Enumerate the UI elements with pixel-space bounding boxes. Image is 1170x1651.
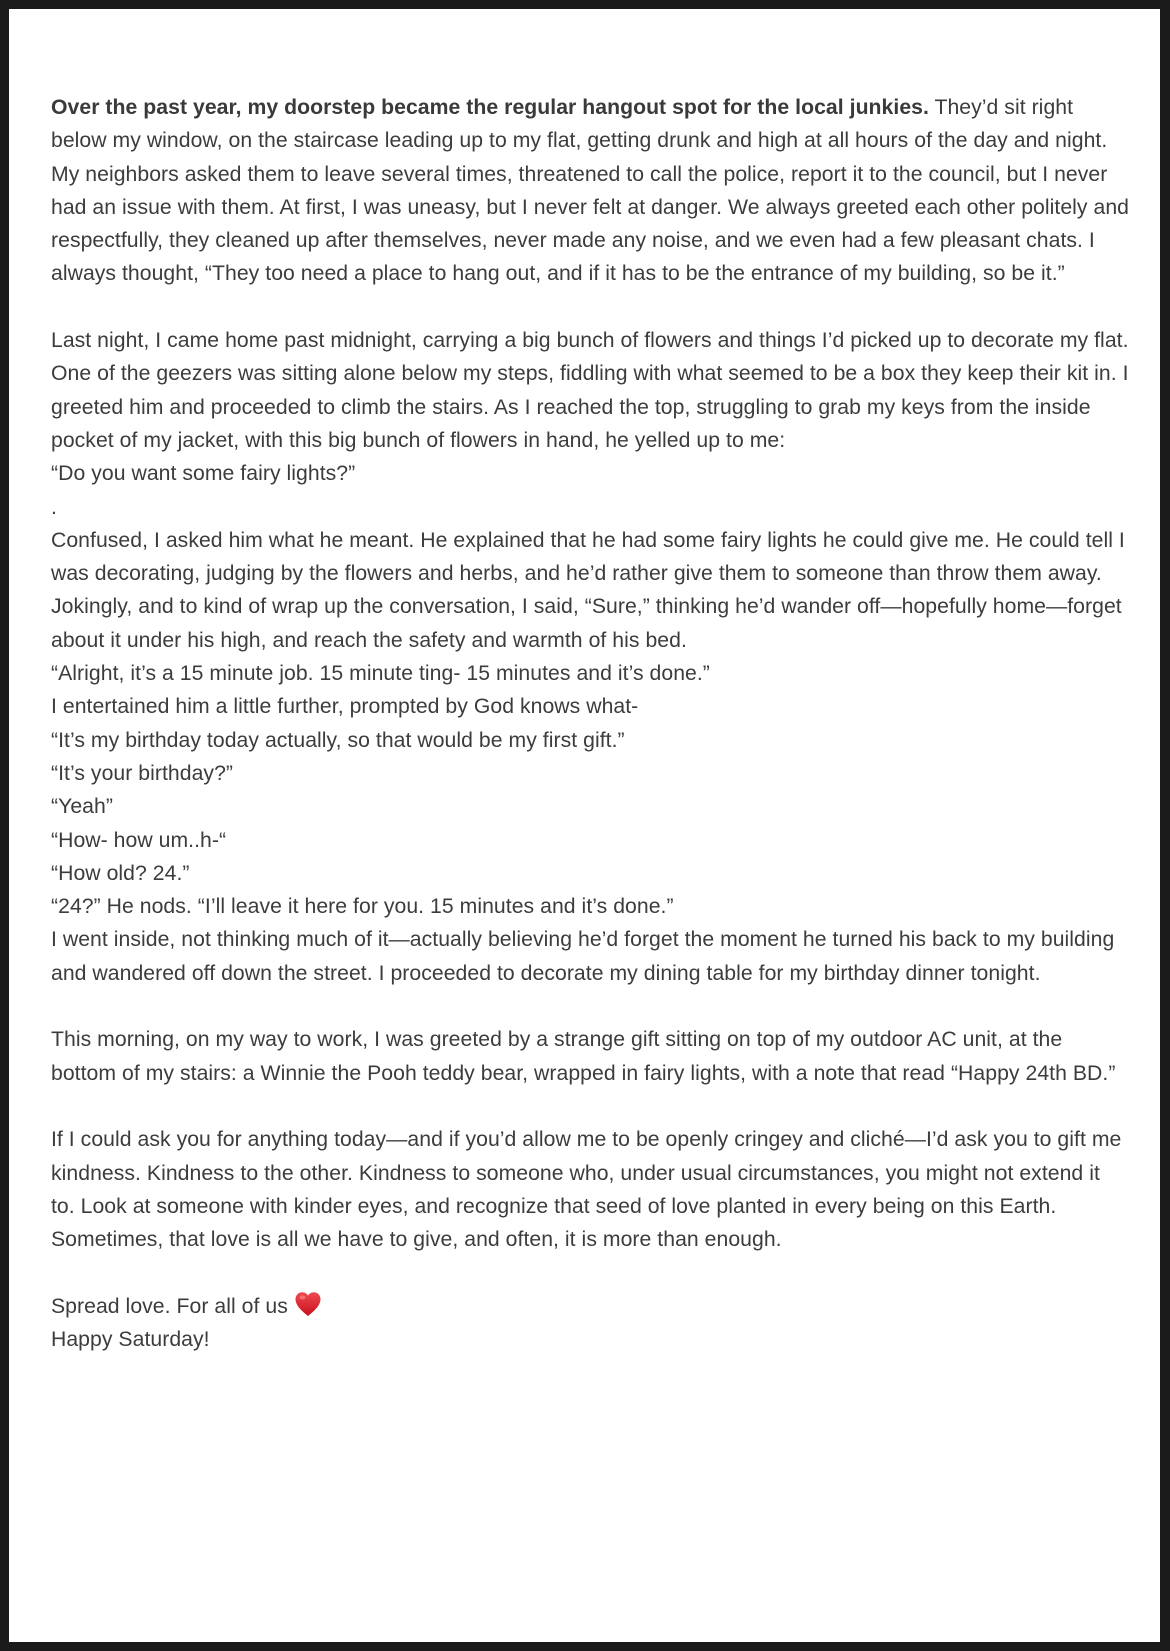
dialogue-line: “It’s your birthday?”: [51, 761, 234, 785]
paragraph-1-text: They’d sit right below my window, on the staircase leading up to my flat, getting drunk and high at all hours of the day and night. My neighbors asked them to leave several times, threatened to call the police, report it to the council, but I never had an issue with them. At first, I was uneasy, but I never felt at danger. We always greeted each other politely and respectfully, they cleaned up after themselves, never made any noise, and we even had a few pleasant chats. I always thought, “They too need a place to hang out, and if it has to be the entrance of my building, so be it.”: [51, 96, 1129, 286]
document-page: [9, 9, 1160, 1642]
paragraph-spacer: [51, 1090, 1129, 1123]
paragraph-6: If I could ask you for anything today—and if you’d allow me to be openly cringey and cliché—I’d ask you to gift me kindness. Kindness to the other. Kindness to someone who, under usual circumstances, you might not extend it to. Look at someone with kinder eyes, and recognize that seed of love planted in every being on this Earth. Sometimes, that love is all we have to give, and often, it is more than enough.: [51, 1128, 1122, 1252]
dialogue-line: “24?” He nods. “I’ll leave it here for you. 15 minutes and it’s done.”: [51, 895, 674, 919]
dialogue-line: I entertained him a little further, prompted by God knows what-: [51, 695, 639, 719]
paragraph-5: This morning, on my way to work, I was greeted by a strange gift sitting on top of my outdoor AC unit, at the bottom of my stairs: a Winnie the Pooh teddy bear, wrapped in fairy lights, with a note that read “Happy 24th BD.”: [51, 1028, 1116, 1085]
dialogue-line: “How- how um..h-“: [51, 828, 227, 852]
paragraph-4: I went inside, not thinking much of it—actually believing he’d forget the moment he turned his back to my building and wandered off down the street. I proceeded to decorate my dining table for my birthday dinner tonight.: [51, 928, 1115, 985]
red-heart-icon: [294, 1291, 322, 1317]
closing-line-1: [51, 1290, 1129, 1323]
lead-sentence: Over the past year, my doorstep became the regular hangout spot for the local junkies.: [51, 96, 929, 119]
paragraph-spacer: [51, 1256, 1129, 1289]
paragraph-spacer: [51, 990, 1129, 1023]
dot-separator: .: [51, 495, 57, 519]
dialogue-line: “Yeah”: [51, 795, 113, 819]
closing-text: Spread love. For all of us: [51, 1294, 288, 1318]
closing-line-2: Happy Saturday!: [51, 1327, 210, 1351]
post-body: [51, 91, 1129, 1356]
dialogue-fairy-lights: “Do you want some fairy lights?”: [51, 462, 356, 486]
paragraph-spacer: [51, 291, 1129, 324]
paragraph-3: Confused, I asked him what he meant. He explained that he had some fairy lights he could give me. He could tell I was decorating, judging by the flowers and herbs, and he’d rather give them to someone than throw them away. Jokingly, and to kind of wrap up the conversation, I said, “Sure,” thinking he’d wander off—hopefully home—forget about it under his high, and reach the safety and warmth of his bed.: [51, 528, 1125, 652]
dialogue-line: “Alright, it’s a 15 minute job. 15 minute ting- 15 minutes and it’s done.”: [51, 662, 710, 686]
dialogue-line: “It’s my birthday today actually, so that would be my first gift.”: [51, 728, 625, 752]
paragraph-1: [51, 91, 1129, 291]
paragraph-2: Last night, I came home past midnight, carrying a big bunch of flowers and things I’d picked up to decorate my flat. One of the geezers was sitting alone below my steps, fiddling with what seemed to be a box they keep their kit in. I greeted him and proceeded to climb the stairs. As I reached the top, struggling to grab my keys from the inside pocket of my jacket, with this big bunch of flowers in hand, he yelled up to me:: [51, 329, 1129, 452]
dialogue-line: “How old? 24.”: [51, 861, 190, 885]
